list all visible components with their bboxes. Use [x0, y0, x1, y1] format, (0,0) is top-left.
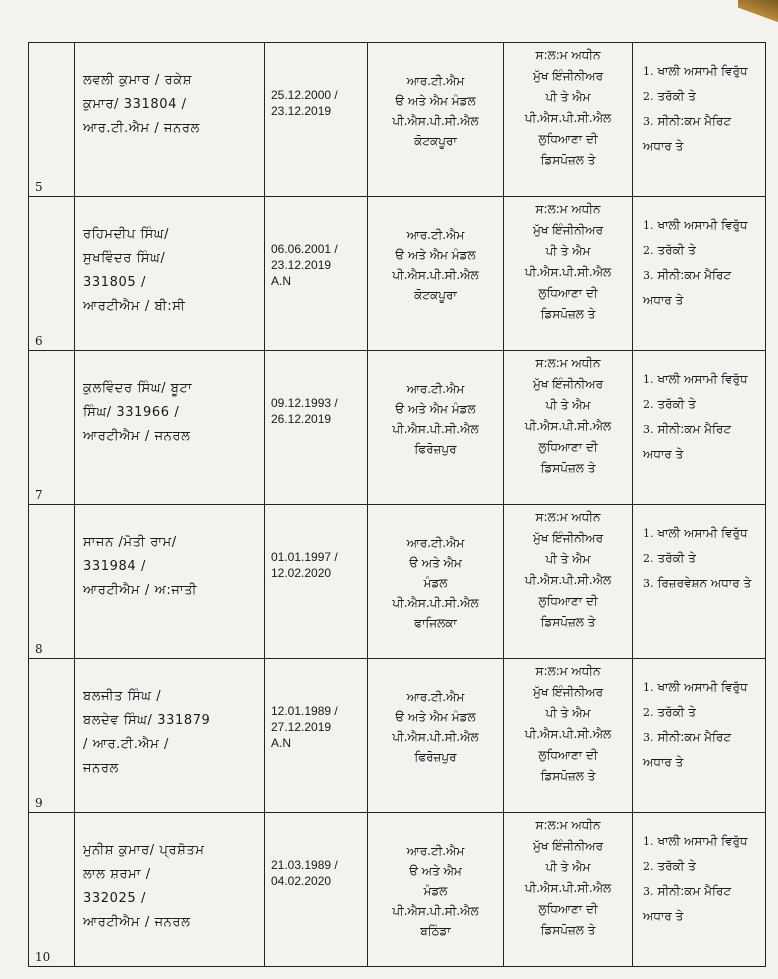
basis-item-text: ਖਾਲੀ ਅਸਾਮੀ ਵਿਰੁੱਧ [657, 680, 748, 694]
basis-tail: ਅਧਾਰ ਤੇ [643, 293, 684, 307]
basis-item [643, 213, 761, 238]
authority-cell-line: ਪੀ.ਐਸ.ਪੀ.ਸੀ.ਐਲ [524, 111, 612, 125]
basis-item [643, 725, 761, 750]
serial-cell [29, 351, 75, 505]
basis-item-number: 1. [643, 373, 654, 386]
authority-cell-line: ਪੀ.ਐਸ.ਪੀ.ਸੀ.ਐਲ [524, 727, 612, 741]
table-row [29, 505, 766, 659]
office-cell-line: ੳ ਅਤੇ ਐਮ ਮੰਡਲ [395, 248, 476, 262]
basis-tail: ਅਧਾਰ ਤੇ [643, 139, 684, 153]
basis-item [643, 59, 761, 84]
dates-cell-line: A.N [271, 274, 292, 288]
authority-cell-line: ਡਿਸਪੋਜ਼ਲ ਤੇ [540, 461, 596, 475]
authority-cell [504, 813, 633, 967]
basis-item-text: ਤਰੱਕੀ ਤੇ [657, 89, 696, 103]
dates-cell-line: 23.12.2019 [271, 258, 332, 272]
authority-cell-line: ਪੀ ਤੇ ਐਮ [545, 860, 591, 874]
employee-cell-line: / ਆਰ.ਟੀ.ਐਮ / [83, 737, 170, 752]
authority-cell [504, 505, 633, 659]
serial-cell [29, 813, 75, 967]
authority-cell-line: ਪੀ ਤੇ ਐਮ [545, 706, 591, 720]
authority-cell-line: ਲੁਧਿਆਣਾ ਦੀ [538, 594, 598, 608]
basis-item-text: ਸੀਨੀ:ਕਮ ਮੈਰਿਟ [657, 268, 732, 282]
employee-cell [75, 659, 265, 813]
office-cell-line: ਪੀ.ਐਸ.ਪੀ.ਸੀ.ਐਲ [392, 114, 479, 128]
office-cell-line: ਪੀ.ਐਸ.ਪੀ.ਸੀ.ਐਲ [392, 268, 479, 282]
employee-cell-line: ਲਾਲ ਸ਼ਰਮਾ / [83, 867, 151, 882]
dates-cell-line: 01.01.1997 / [271, 550, 338, 564]
dates-cell-line: 04.02.2020 [271, 874, 332, 888]
dates-cell-line: 09.12.1993 / [271, 396, 338, 410]
basis-item [643, 521, 761, 546]
basis-cell [633, 197, 766, 351]
office-cell [368, 813, 504, 967]
basis-item-text: ਸੀਨੀ:ਕਮ ਮੈਰਿਟ [657, 114, 732, 128]
authority-cell-line: ਮੁੱਖ ਇੰਜੀਨੀਅਰ [532, 685, 604, 699]
employee-cell-line: ਆਰਟੀਐਮ / ਜਨਰਲ [83, 915, 191, 930]
office-cell-line: ਬਠਿੰਡਾ [420, 924, 451, 938]
basis-item-text: ਤਰੱਕੀ ਤੇ [657, 243, 696, 257]
basis-item-text: ਤਰੱਕੀ ਤੇ [657, 859, 696, 873]
authority-cell [504, 659, 633, 813]
basis-tail: ਅਧਾਰ ਤੇ [643, 909, 684, 923]
office-cell-line: ਫਿਰੋਜ਼ਪੁਰ [414, 750, 457, 764]
dates-cell [265, 505, 368, 659]
employee-cell-line: ਜਨਰਲ [83, 761, 119, 776]
employee-cell-line: ਸਿੰਘ/ 331966 / [83, 405, 180, 420]
basis-item [643, 829, 761, 854]
serial-number: 5 [35, 180, 43, 194]
basis-item [643, 546, 761, 571]
office-cell-line: ਮੰਡਲ [423, 884, 448, 898]
office-cell-line: ਮੰਡਲ [423, 576, 448, 590]
employee-cell-line: ਰਹਿਮਦੀਪ ਸਿੰਘ/ [83, 227, 170, 242]
office-cell [368, 43, 504, 197]
basis-item-text: ਖਾਲੀ ਅਸਾਮੀ ਵਿਰੁੱਧ [657, 834, 748, 848]
basis-item [643, 879, 761, 904]
basis-tail: ਅਧਾਰ ਤੇ [643, 447, 684, 461]
basis-item-text: ਸੀਨੀ:ਕਮ ਮੈਰਿਟ [657, 422, 732, 436]
basis-item [643, 392, 761, 417]
basis-item-number: 1. [643, 835, 654, 848]
authority-cell [504, 351, 633, 505]
authority-cell-line: ਲੁਧਿਆਣਾ ਦੀ [538, 440, 598, 454]
authority-cell-line: ਮੁੱਖ ਇੰਜੀਨੀਅਰ [532, 223, 604, 237]
office-cell-line: ਕੋਟਕਪੂਰਾ [414, 288, 457, 302]
employee-cell-line: ਸਾਜਨ /ਮੋਤੀ ਰਾਮ/ [83, 535, 177, 550]
office-cell-line: ਆਰ.ਟੀ.ਐਮ [406, 844, 465, 858]
authority-cell-line: ਲੁਧਿਆਣਾ ਦੀ [538, 748, 598, 762]
employee-cell [75, 197, 265, 351]
dates-cell [265, 659, 368, 813]
basis-item-text: ਖਾਲੀ ਅਸਾਮੀ ਵਿਰੁੱਧ [657, 372, 748, 386]
dates-cell-line: 25.12.2000 / [271, 88, 338, 102]
basis-item-number: 1. [643, 219, 654, 232]
basis-item [643, 367, 761, 392]
authority-cell-line: ਡਿਸਪੋਜ਼ਲ ਤੇ [540, 923, 596, 937]
serial-cell [29, 505, 75, 659]
serial-number: 9 [35, 796, 43, 810]
office-cell-line: ਪੀ.ਐਸ.ਪੀ.ਸੀ.ਐਲ [392, 730, 479, 744]
serial-number: 7 [35, 488, 43, 502]
office-cell-line: ਆਰ.ਟੀ.ਐਮ [406, 382, 465, 396]
authority-cell-line: ਮੁੱਖ ਇੰਜੀਨੀਅਰ [532, 531, 604, 545]
serial-number: 10 [35, 950, 51, 964]
dates-cell [265, 197, 368, 351]
table-row [29, 197, 766, 351]
authority-cell-line: ਪੀ ਤੇ ਐਮ [545, 398, 591, 412]
dates-cell-line: 27.12.2019 [271, 720, 332, 734]
employee-cell [75, 813, 265, 967]
authority-cell-line: ਸ:ਲ:ਮ ਅਧੀਨ [535, 356, 601, 370]
authority-cell-line: ਪੀ.ਐਸ.ਪੀ.ਸੀ.ਐਲ [524, 419, 612, 433]
office-cell [368, 659, 504, 813]
employee-cell-line: ਲਵਲੀ ਕੁਮਾਰ / ਰਕੇਸ਼ [83, 73, 192, 88]
authority-cell-line: ਸ:ਲ:ਮ ਅਧੀਨ [535, 202, 601, 216]
basis-item-text: ਤਰੱਕੀ ਤੇ [657, 705, 696, 719]
employee-cell-line: ਬਲਜੀਤ ਸਿੰਘ / [83, 689, 162, 704]
employee-cell-line: ਕੁਮਾਰ/ 331804 / [83, 97, 187, 112]
basis-item [643, 700, 761, 725]
dates-cell [265, 43, 368, 197]
employee-cell-line: ਆਰ.ਟੀ.ਐਮ / ਜਨਰਲ [83, 121, 200, 136]
office-cell-line: ਕੋਟਕਪੂਰਾ [414, 134, 457, 148]
dates-cell-line: 23.12.2019 [271, 104, 332, 118]
employee-cell-line: ਸੁਖਵਿੰਦਰ ਸਿੰਘ/ [83, 251, 166, 266]
employee-cell [75, 43, 265, 197]
basis-item-number: 3. [643, 115, 654, 128]
basis-item-text: ਖਾਲੀ ਅਸਾਮੀ ਵਿਰੁੱਧ [657, 218, 748, 232]
authority-cell-line: ਲੁਧਿਆਣਾ ਦੀ [538, 286, 598, 300]
basis-cell [633, 351, 766, 505]
authority-cell-line: ਮੁੱਖ ਇੰਜੀਨੀਅਰ [532, 839, 604, 853]
basis-item-number: 3. [643, 885, 654, 898]
authority-cell-line: ਪੀ ਤੇ ਐਮ [545, 552, 591, 566]
serial-cell [29, 659, 75, 813]
office-cell-line: ਪੀ.ਐਸ.ਪੀ.ਸੀ.ਐਲ [392, 596, 479, 610]
basis-tail: ਅਧਾਰ ਤੇ [643, 755, 684, 769]
dates-cell-line: 26.12.2019 [271, 412, 332, 426]
authority-cell-line: ਪੀ.ਐਸ.ਪੀ.ਸੀ.ਐਲ [524, 265, 612, 279]
office-cell-line: ਫਾਜਿਲਕਾ [414, 616, 457, 630]
authority-cell-line: ਸ:ਲ:ਮ ਅਧੀਨ [535, 818, 601, 832]
basis-item-number: 2. [643, 398, 654, 411]
basis-item [643, 84, 761, 109]
authority-cell-line: ਲੁਧਿਆਣਾ ਦੀ [538, 902, 598, 916]
dates-cell-line: 12.02.2020 [271, 566, 332, 580]
basis-item-number: 2. [643, 860, 654, 873]
office-cell-line: ੳ ਅਤੇ ਐਮ ਮੰਡਲ [395, 710, 476, 724]
office-cell-line: ਪੀ.ਐਸ.ਪੀ.ਸੀ.ਐਲ [392, 904, 479, 918]
authority-cell-line: ਸ:ਲ:ਮ ਅਧੀਨ [535, 48, 601, 62]
authority-cell-line: ਲੁਧਿਆਣਾ ਦੀ [538, 132, 598, 146]
employee-cell [75, 505, 265, 659]
basis-item-text: ਰਿਜ਼ਰਵੇਸ਼ਨ ਅਧਾਰ ਤੇ [657, 576, 752, 590]
table-row [29, 43, 766, 197]
authority-cell-line: ਮੁੱਖ ਇੰਜੀਨੀਅਰ [532, 69, 604, 83]
office-cell-line: ਆਰ.ਟੀ.ਐਮ [406, 536, 465, 550]
office-cell-line: ੳ ਅਤੇ ਐਮ [409, 864, 462, 878]
employee-cell-line: 331805 / [83, 275, 146, 290]
authority-cell-line: ਡਿਸਪੋਜ਼ਲ ਤੇ [540, 153, 596, 167]
basis-item-number: 1. [643, 681, 654, 694]
dates-cell [265, 813, 368, 967]
records-table [28, 42, 766, 967]
employee-cell-line: 332025 / [83, 891, 146, 906]
basis-item-text: ਖਾਲੀ ਅਸਾਮੀ ਵਿਰੁੱਧ [657, 526, 748, 540]
basis-cell [633, 659, 766, 813]
basis-item-number: 3. [643, 731, 654, 744]
serial-cell [29, 197, 75, 351]
office-cell [368, 197, 504, 351]
basis-item-text: ਸੀਨੀ:ਕਮ ਮੈਰਿਟ [657, 730, 732, 744]
employee-cell-line: ਆਰਟੀਐਮ / ਅ:ਜਾਤੀ [83, 583, 197, 598]
authority-cell-line: ਡਿਸਪੋਜ਼ਲ ਤੇ [540, 615, 596, 629]
office-cell-line: ਆਰ.ਟੀ.ਐਮ [406, 74, 465, 88]
authority-cell [504, 197, 633, 351]
page-corner-fold [738, 0, 778, 22]
employee-cell-line: ਆਰਟੀਐਮ / ਬੀ:ਸੀ [83, 299, 186, 314]
employee-cell-line: ਕੁਲਵਿੰਦਰ ਸਿੰਘ/ ਬੂਟਾ [83, 381, 193, 396]
authority-cell-line: ਪੀ.ਐਸ.ਪੀ.ਸੀ.ਐਲ [524, 573, 612, 587]
office-cell-line: ੳ ਅਤੇ ਐਮ ਮੰਡਲ [395, 402, 476, 416]
serial-number: 6 [35, 334, 43, 348]
serial-cell [29, 43, 75, 197]
office-cell-line: ਫਿਰੋਜ਼ਪੁਰ [414, 442, 457, 456]
employee-cell-line: ਆਰਟੀਐਮ / ਜਨਰਲ [83, 429, 191, 444]
office-cell-line: ਪੀ.ਐਸ.ਪੀ.ਸੀ.ਐਲ [392, 422, 479, 436]
basis-cell [633, 505, 766, 659]
basis-item [643, 238, 761, 263]
basis-item-text: ਤਰੱਕੀ ਤੇ [657, 551, 696, 565]
basis-item-text: ਤਰੱਕੀ ਤੇ [657, 397, 696, 411]
authority-cell-line: ਪੀ ਤੇ ਐਮ [545, 244, 591, 258]
employee-cell-line: ਬਲਦੇਵ ਸਿੰਘ/ 331879 [83, 713, 211, 728]
employee-cell-line: 331984 / [83, 559, 146, 574]
office-cell-line: ੳ ਅਤੇ ਐਮ ਮੰਡਲ [395, 94, 476, 108]
office-cell [368, 351, 504, 505]
authority-cell [504, 43, 633, 197]
basis-item [643, 854, 761, 879]
employee-cell-line: ਮੁਨੀਸ਼ ਕੁਮਾਰ/ ਪ੍ਰਸ਼ੋਤਮ [83, 843, 205, 858]
table-row [29, 351, 766, 505]
basis-item-number: 2. [643, 90, 654, 103]
basis-item [643, 109, 761, 134]
table-row [29, 659, 766, 813]
basis-cell [633, 813, 766, 967]
authority-cell-line: ਮੁੱਖ ਇੰਜੀਨੀਅਰ [532, 377, 604, 391]
basis-item-number: 2. [643, 552, 654, 565]
authority-cell-line: ਪੀ.ਐਸ.ਪੀ.ਸੀ.ਐਲ [524, 881, 612, 895]
office-cell-line: ਆਰ.ਟੀ.ਐਮ [406, 690, 465, 704]
basis-item-number: 2. [643, 706, 654, 719]
basis-item-number: 3. [643, 577, 654, 590]
basis-item [643, 571, 761, 596]
employee-cell [75, 351, 265, 505]
basis-item-number: 2. [643, 244, 654, 257]
serial-number: 8 [35, 642, 43, 656]
dates-cell-line: 06.06.2001 / [271, 242, 338, 256]
office-cell [368, 505, 504, 659]
office-cell-line: ਆਰ.ਟੀ.ਐਮ [406, 228, 465, 242]
basis-item-number: 3. [643, 423, 654, 436]
dates-cell-line: 12.01.1989 / [271, 704, 338, 718]
basis-item [643, 417, 761, 442]
basis-item-text: ਖਾਲੀ ਅਸਾਮੀ ਵਿਰੁੱਧ [657, 64, 748, 78]
office-cell-line: ੳ ਅਤੇ ਐਮ [409, 556, 462, 570]
basis-item-number: 3. [643, 269, 654, 282]
dates-cell-line: 21.03.1989 / [271, 858, 338, 872]
basis-item [643, 675, 761, 700]
authority-cell-line: ਸ:ਲ:ਮ ਅਧੀਨ [535, 510, 601, 524]
authority-cell-line: ਡਿਸਪੋਜ਼ਲ ਤੇ [540, 307, 596, 321]
dates-cell-line: A.N [271, 736, 292, 750]
authority-cell-line: ਡਿਸਪੋਜ਼ਲ ਤੇ [540, 769, 596, 783]
basis-cell [633, 43, 766, 197]
dates-cell [265, 351, 368, 505]
basis-item-text: ਸੀਨੀ:ਕਮ ਮੈਰਿਟ [657, 884, 732, 898]
authority-cell-line: ਸ:ਲ:ਮ ਅਧੀਨ [535, 664, 601, 678]
authority-cell-line: ਪੀ ਤੇ ਐਮ [545, 90, 591, 104]
table-row [29, 813, 766, 967]
basis-item-number: 1. [643, 527, 654, 540]
basis-item-number: 1. [643, 65, 654, 78]
basis-item [643, 263, 761, 288]
